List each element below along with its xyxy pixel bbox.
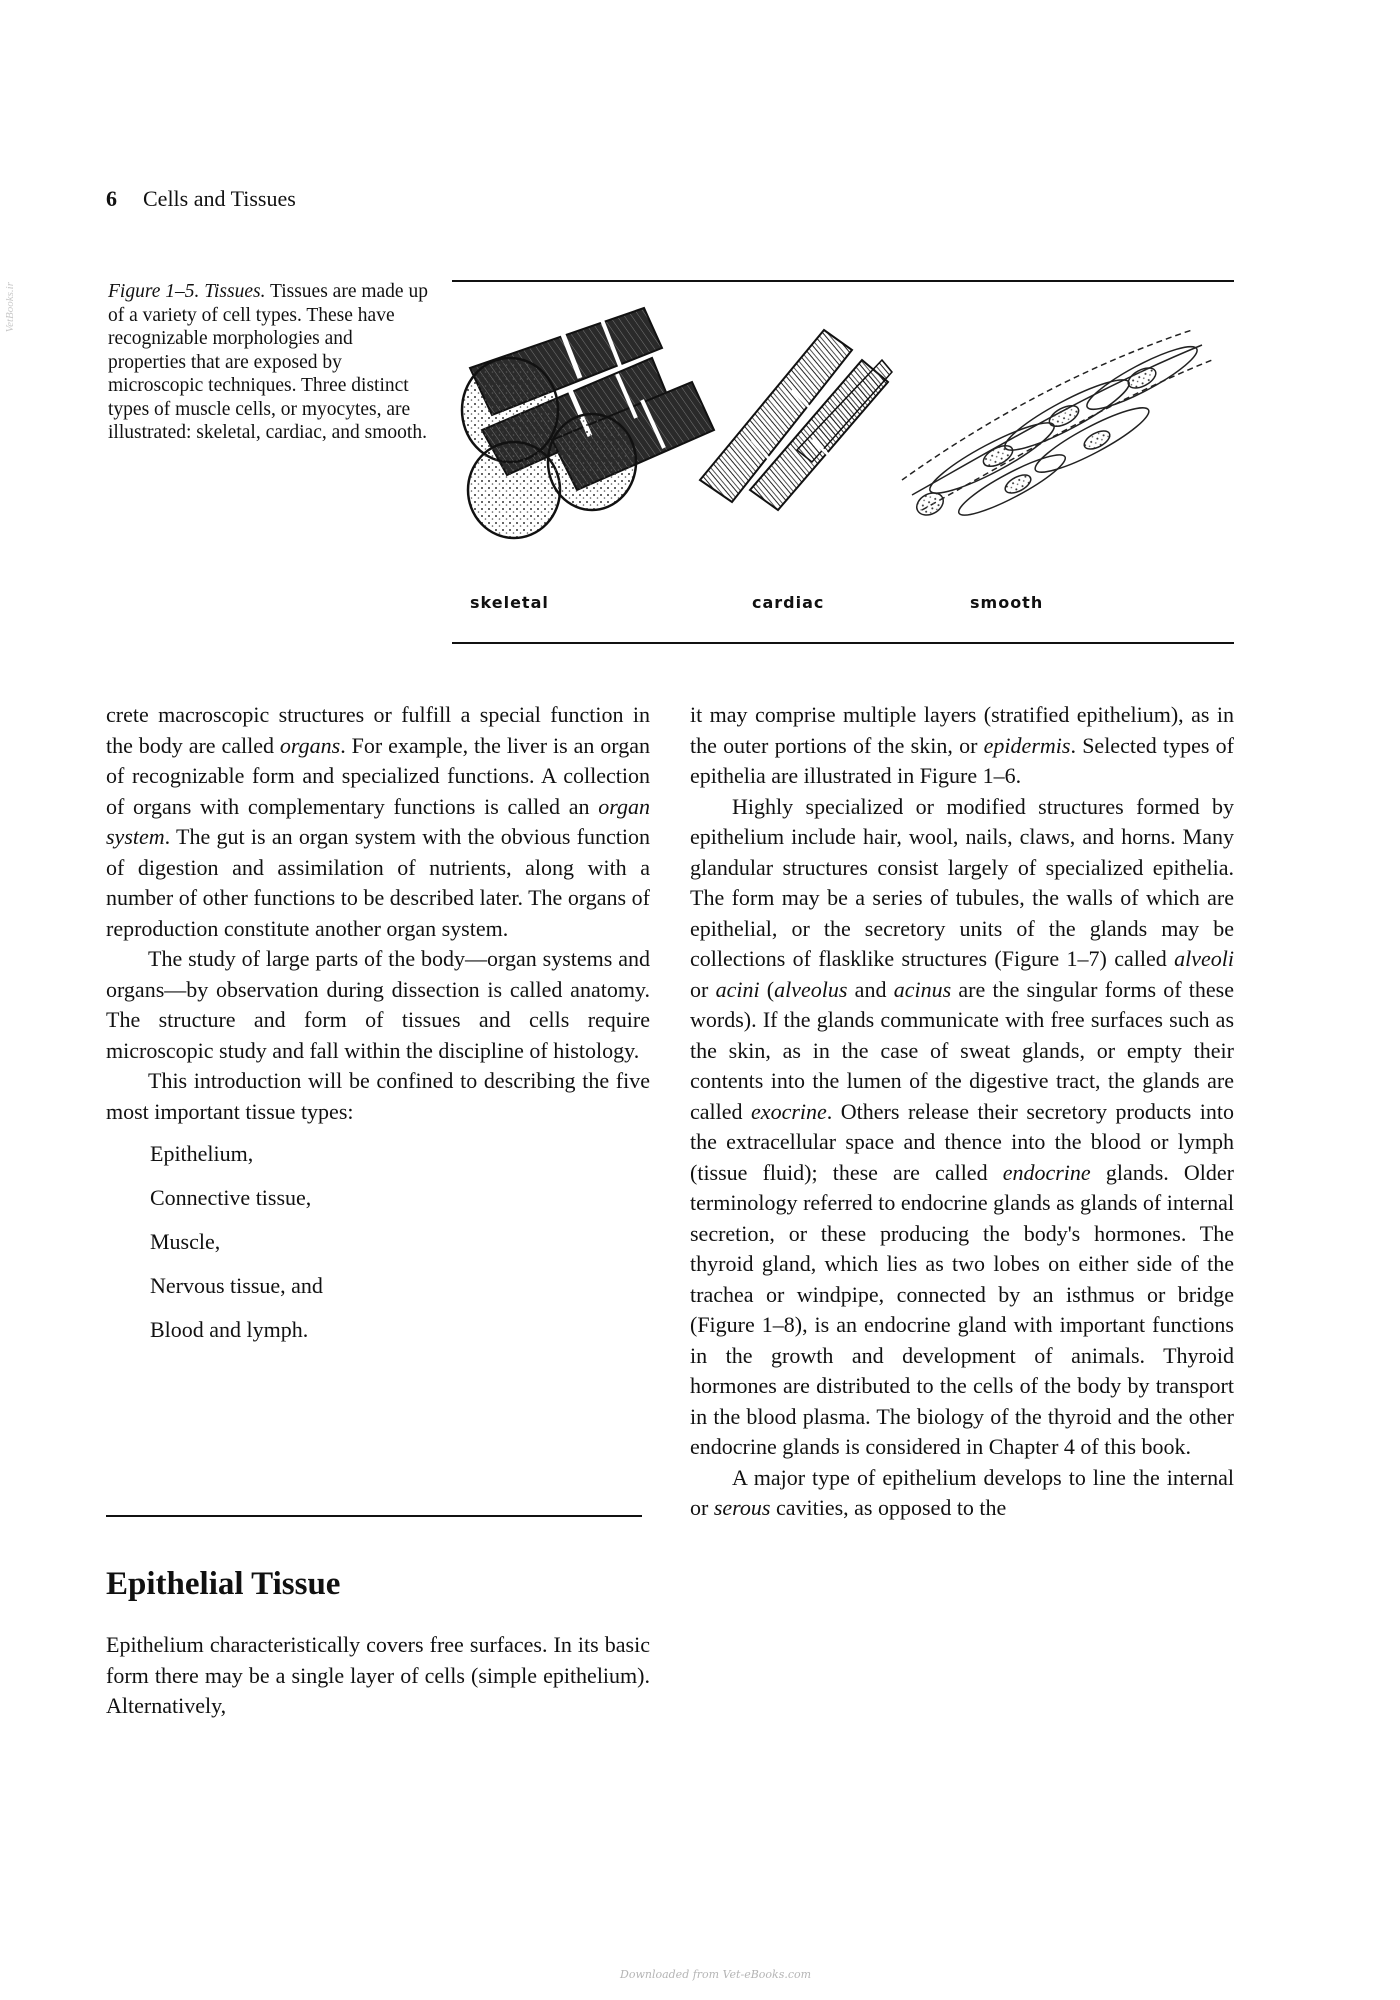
figure-label-smooth: smooth	[970, 593, 1044, 612]
figure-top-rule	[452, 280, 1234, 282]
list-item: Connective tissue,	[150, 1185, 312, 1210]
side-watermark: VetBooks.ir	[4, 282, 16, 333]
paragraph: Epithelium characteristically covers free surfaces. In its basic form there may be a single layer of cells (simple epithelium). Alternatively,	[106, 1632, 650, 1718]
cardiac-muscle-drawing	[700, 330, 892, 510]
figure-label-skeletal: skeletal	[470, 593, 549, 612]
right-column	[690, 700, 1234, 1524]
muscle-types-illustration	[452, 290, 1234, 580]
list-item: Epithelium,	[150, 1141, 254, 1166]
term-alveolus: alveolus	[774, 976, 848, 1002]
paragraph: it may comprise multiple layers (stratified epithelium), as in the outer portions of the skin, or epidermis. Selected types of epithelia are illustrated in Figure 1–6.	[690, 702, 1234, 788]
term-endocrine: endocrine	[1002, 1159, 1091, 1185]
left-column	[106, 700, 650, 1359]
smooth-muscle-drawing	[902, 330, 1212, 524]
figure-label-cardiac: cardiac	[752, 593, 825, 612]
figure-label: Figure 1–5. Tissues.	[108, 281, 266, 302]
paragraph: This introduction will be confined to describing the five most important tissue types:	[106, 1068, 650, 1124]
section-rule	[106, 1515, 642, 1517]
term-organ-system: organ system	[106, 793, 650, 849]
list-item: Nervous tissue, and	[150, 1273, 323, 1298]
list-item: Muscle,	[150, 1229, 221, 1254]
term-exocrine: exocrine	[751, 1098, 827, 1124]
left-column-continued	[106, 1630, 650, 1722]
page-number: 6	[106, 186, 117, 211]
skeletal-muscle-drawing	[462, 308, 714, 538]
term-alveoli: alveoli	[1174, 946, 1234, 971]
paragraph: A major type of epithelium develops to line the internal or serous cavities, as opposed to the	[690, 1464, 1234, 1520]
paragraph: Highly specialized or modified structures formed by epithelium include hair, wool, nails, claws, and horns. Many glandular structures consist largely of specialized epithelia. The form may be a series of tubules, the walls of which are epithelial, or the secretory units of the glands may be collections of flasklike structures (Figure 1–7) called alveoli or acini (alveolus and acinus are the singular forms of these words). If the glands communicate with free surfaces such as the skin, as in the case of sweat glands, or empty their contents into the lumen of the digestive tract, the glands are called exocrine. Others release their secretory products into the extracellular space and thence into the blood or lymph (tissue fluid); these are called endocrine glands. Older terminology referred to endocrine glands as glands of internal secretion, or these producing the body's hormones. The thyroid gland, which lies as two lobes on either side of the trachea or windpipe, connected by an isthmus or bridge (Figure 1–8), is an endocrine gland with important functions in the growth and development of animals. Thyroid hormones are distributed to the cells of the body by transport in the blood plasma. The biology of the thyroid and the other endocrine glands is considered in Chapter 4 of this book.	[690, 793, 1235, 1459]
term-organs: organs	[279, 732, 341, 758]
term-epidermis: epidermis	[983, 732, 1071, 758]
section-heading: Epithelial Tissue	[106, 1566, 341, 1602]
term-serous: serous	[713, 1495, 771, 1520]
download-footer: Downloaded from Vet-eBooks.com	[620, 1968, 812, 1981]
caption-text: Tissues are made up of a variety of cell types. These have recognizable morphologies and properties that are exposed by microscopic techniques. Three distinct types of muscle cells, or myocytes, are illustrated: skeletal, cardiac, and smooth.	[108, 281, 428, 443]
term-acinus: acinus	[893, 976, 952, 1002]
paragraph: crete macroscopic structures or fulfill a special function in the body are called organs. For example, the liver is an organ of recognizable form and specialized functions. A collection of organs with complementary functions is called an organ system. The gut is an organ system with the obvious function of digestion and assimilation of nutrients, along with a number of other functions to be described later. The organs of reproduction constitute another organ system.	[106, 702, 650, 941]
running-header	[106, 186, 296, 212]
tissue-type-list	[106, 1139, 650, 1345]
list-item: Blood and lymph.	[150, 1317, 309, 1342]
paragraph: The study of large parts of the body—organ systems and organs—by observation during dissection is called anatomy. The structure and form of tissues and cells require microscopic study and fall within the discipline of histology.	[106, 946, 650, 1063]
term-acini: acini	[715, 976, 760, 1002]
figure-caption	[108, 280, 428, 445]
figure-bottom-rule	[452, 642, 1234, 644]
running-title: Cells and Tissues	[143, 186, 296, 211]
